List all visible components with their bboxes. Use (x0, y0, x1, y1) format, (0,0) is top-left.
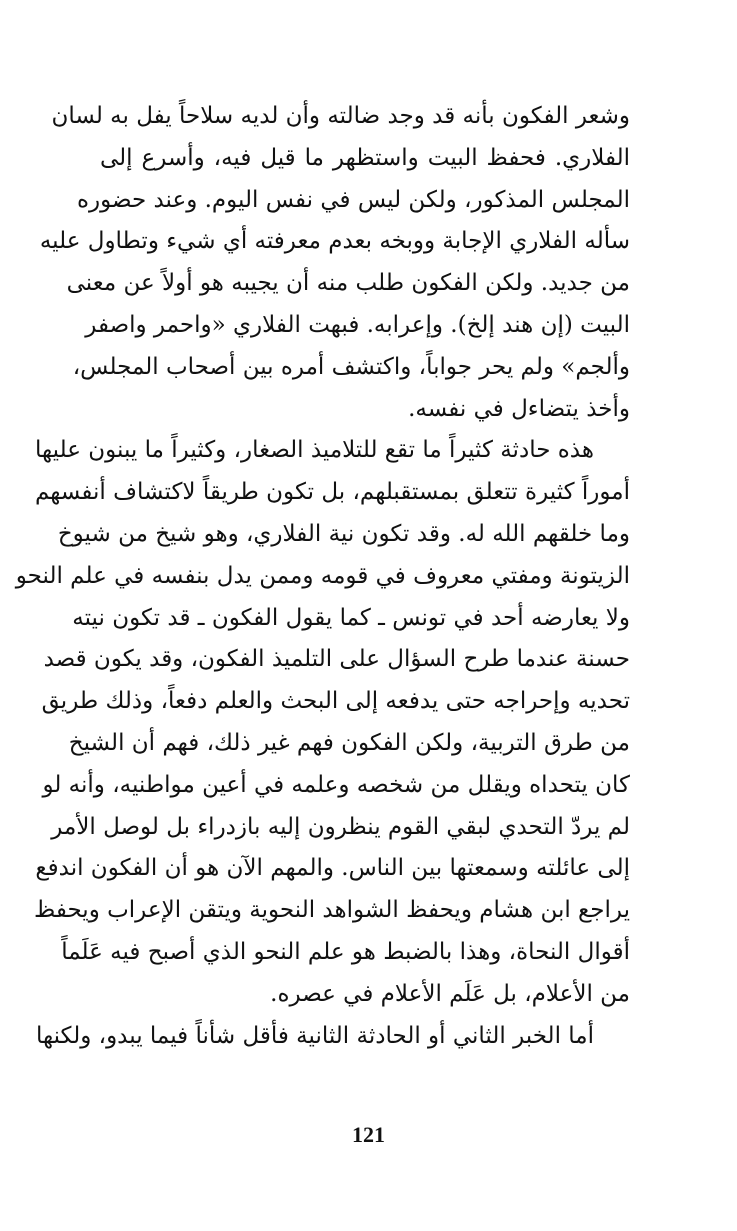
paragraph-3 (35, 1016, 630, 1058)
text-line: أما الخبر الثاني أو الحادثة الثانية فأقل شأناً فيما يبدو، ولكنها (35, 1022, 594, 1049)
body-text (15, 96, 630, 1057)
text-line: المجلس المذكور، ولكن ليس في نفس اليوم. وعند حضوره (76, 186, 630, 213)
text-line: أموراً كثيرة تتعلق بمستقبلهم، بل تكون طريقاً لاكتشاف أنفسهم (34, 479, 630, 506)
text-line: وأخذ يتضاءل في نفسه. (408, 395, 630, 422)
text-line: ولا يعارضه أحد في تونس ـ كما يقول الفكون ـ قد تكون نيته (72, 604, 630, 631)
text-line: إلى عائلته وسمعتها بين الناس. والمهم الآن هو أن الفكون اندفع (35, 855, 630, 882)
text-line: الزيتونة ومفتي معروف في قومه وممن يدل بنفسه في علم النحو (15, 562, 630, 589)
text-line: الفلاري. فحفظ البيت واستظهر ما قيل فيه، وأسرع إلى (100, 144, 630, 171)
paragraph-2 (15, 430, 630, 1015)
text-line: وشعر الفكون بأنه قد وجد ضالته وأن لديه سلاحاً يفل به لسان (51, 103, 630, 129)
text-line: يراجع ابن هشام ويحفظ الشواهد النحوية ويتقن الإعراب ويحفظ (33, 897, 630, 924)
text-line: وألجم» ولم يحر جواباً، واكتشف أمره بين أصحاب المجلس، (72, 353, 630, 380)
page-number: 121 (352, 1122, 385, 1147)
text-line: أقوال النحاة، وهذا بالضبط هو علم النحو الذي أصبح فيه عَلَماً (61, 938, 630, 965)
text-line: كان يتحداه ويقلل من شخصه وعلمه في أعين مواطنيه، وأنه لو (42, 771, 630, 798)
paragraph-1 (39, 96, 630, 430)
text-line: هذه حادثة كثيراً ما تقع للتلاميذ الصغار، وكثيراً ما يبنون عليها (35, 437, 594, 464)
text-line: من طرق التربية، ولكن الفكون فهم غير ذلك، فهم أن الشيخ (68, 729, 630, 756)
text-line: البيت (إن هند إلخ). وإعرابه. فبهت الفلاري «واحمر واصفر (85, 311, 630, 338)
text-line: سأله الفلاري الإجابة ووبخه بعدم معرفته أي شيء وتطاول عليه (39, 228, 630, 255)
text-line: حسنة عندما طرح السؤال على التلميذ الفكون، وقد يكون قصد (43, 646, 630, 673)
text-line: وما خلقهم الله له. وقد تكون نية الفلاري، وهو شيخ من شيوخ (57, 520, 630, 547)
text-line: من جديد. ولكن الفكون طلب منه أن يجيبه هو أولاً عن معنى (66, 270, 630, 297)
text-line: تحديه وإحراجه حتى يدفعه إلى البحث والعلم دفعاً، وذلك طريق (41, 688, 630, 715)
text-line: من الأعلام، بل عَلَم الأعلام في عصره. (270, 980, 630, 1007)
text-line: لم يردّ التحدي لبقي القوم ينظرون إليه بازدراء بل لوصل الأمر (51, 813, 630, 840)
